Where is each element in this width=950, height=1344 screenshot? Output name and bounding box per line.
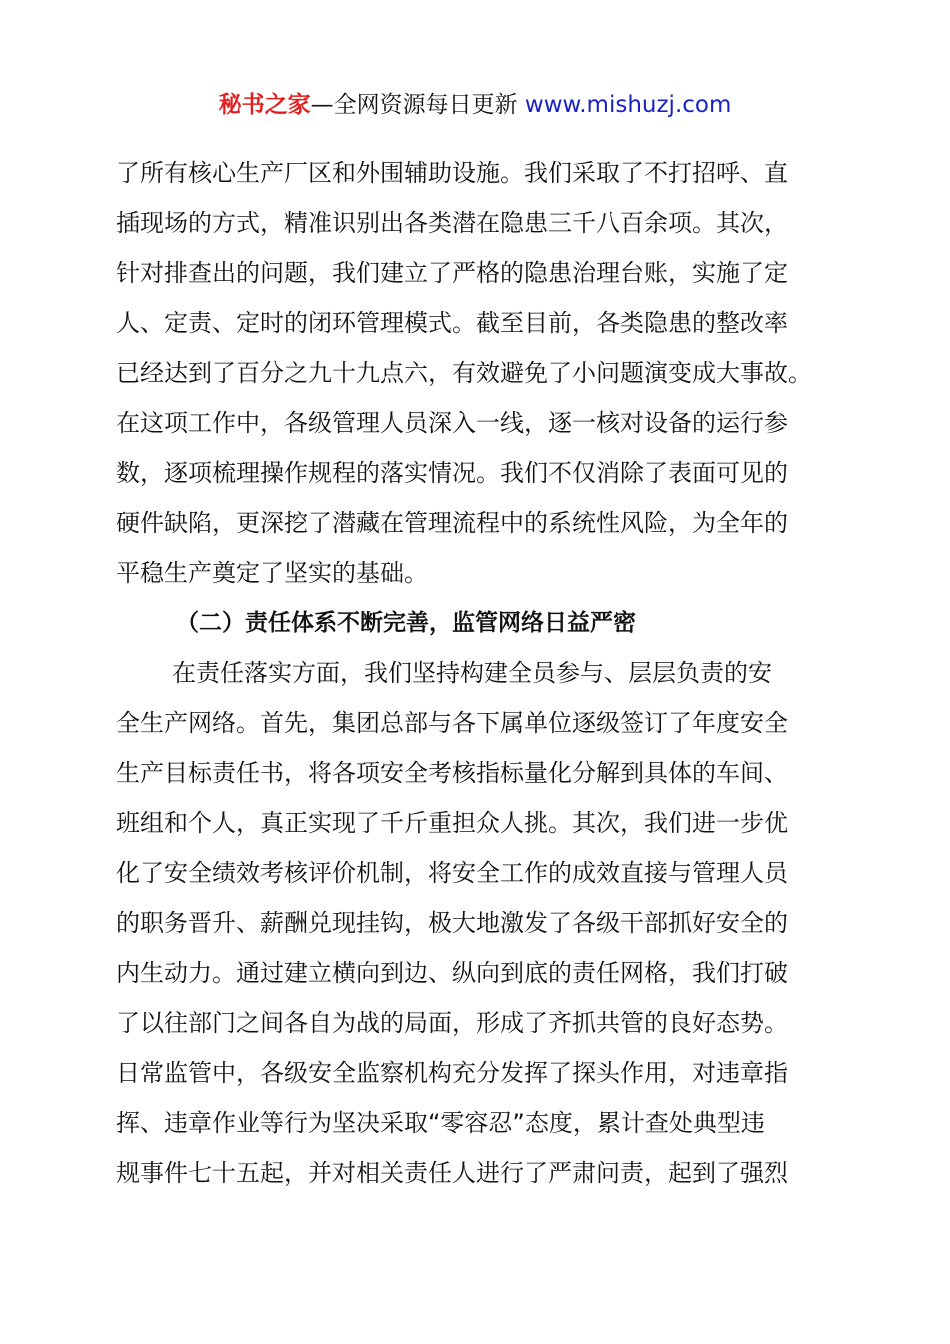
text-line: 了以往部门之间各自为战的局面，形成了齐抓共管的良好态势。 bbox=[116, 1009, 788, 1037]
text-line: 已经达到了百分之九十九点六，有效避免了小问题演变成大事故。 bbox=[116, 359, 812, 387]
text-line: 在这项工作中，各级管理人员深入一线，逐一核对设备的运行参 bbox=[116, 409, 788, 437]
text-line: 规事件七十五起，并对相关责任人进行了严肃问责，起到了强烈 bbox=[116, 1159, 788, 1187]
section-heading: （二）责任体系不断完善，监管网络日益严密 bbox=[176, 610, 636, 636]
text-line: 化了安全绩效考核评价机制，将安全工作的成效直接与管理人员 bbox=[116, 859, 788, 887]
document-body bbox=[116, 148, 844, 1198]
page-header bbox=[0, 88, 950, 122]
text-line: 全生产网络。首先，集团总部与各下属单位逐级签订了年度安全 bbox=[116, 709, 788, 737]
text-line: 的职务晋升、薪酬兑现挂钩，极大地激发了各级干部抓好安全的 bbox=[116, 909, 788, 937]
header-brand: 秘书之家 bbox=[218, 92, 311, 118]
text-line: 生产目标责任书，将各项安全考核指标量化分解到具体的车间、 bbox=[116, 759, 788, 787]
text-line: 插现场的方式，精准识别出各类潜在隐患三千八百余项。其次， bbox=[116, 209, 788, 237]
text-line: 了所有核心生产厂区和外围辅助设施。我们采取了不打招呼、直 bbox=[116, 159, 788, 187]
header-tagline: —全网资源每日更新 bbox=[310, 92, 525, 118]
header-url-link[interactable]: www.mishuzj.com bbox=[524, 92, 732, 118]
text-line: 硬件缺陷，更深挖了潜藏在管理流程中的系统性风险，为全年的 bbox=[116, 509, 788, 537]
text-line: 平稳生产奠定了坚实的基础。 bbox=[116, 559, 428, 587]
text-line: 针对排查出的问题，我们建立了严格的隐患治理台账，实施了定 bbox=[116, 259, 788, 287]
text-line: 班组和个人，真正实现了千斤重担众人挑。其次，我们进一步优 bbox=[116, 809, 788, 837]
text-line: 人、定责、定时的闭环管理模式。截至目前，各类隐患的整改率 bbox=[116, 309, 788, 337]
text-line: 挥、违章作业等行为坚决采取“零容忍”态度，累计查处典型违 bbox=[116, 1109, 765, 1137]
paragraph-first-line: 在责任落实方面，我们坚持构建全员参与、层层负责的安 bbox=[172, 659, 772, 687]
text-line: 数，逐项梳理操作规程的落实情况。我们不仅消除了表面可见的 bbox=[116, 459, 788, 487]
text-line: 内生动力。通过建立横向到边、纵向到底的责任网格，我们打破 bbox=[116, 959, 788, 987]
text-line: 日常监管中，各级安全监察机构充分发挥了探头作用，对违章指 bbox=[116, 1059, 788, 1087]
